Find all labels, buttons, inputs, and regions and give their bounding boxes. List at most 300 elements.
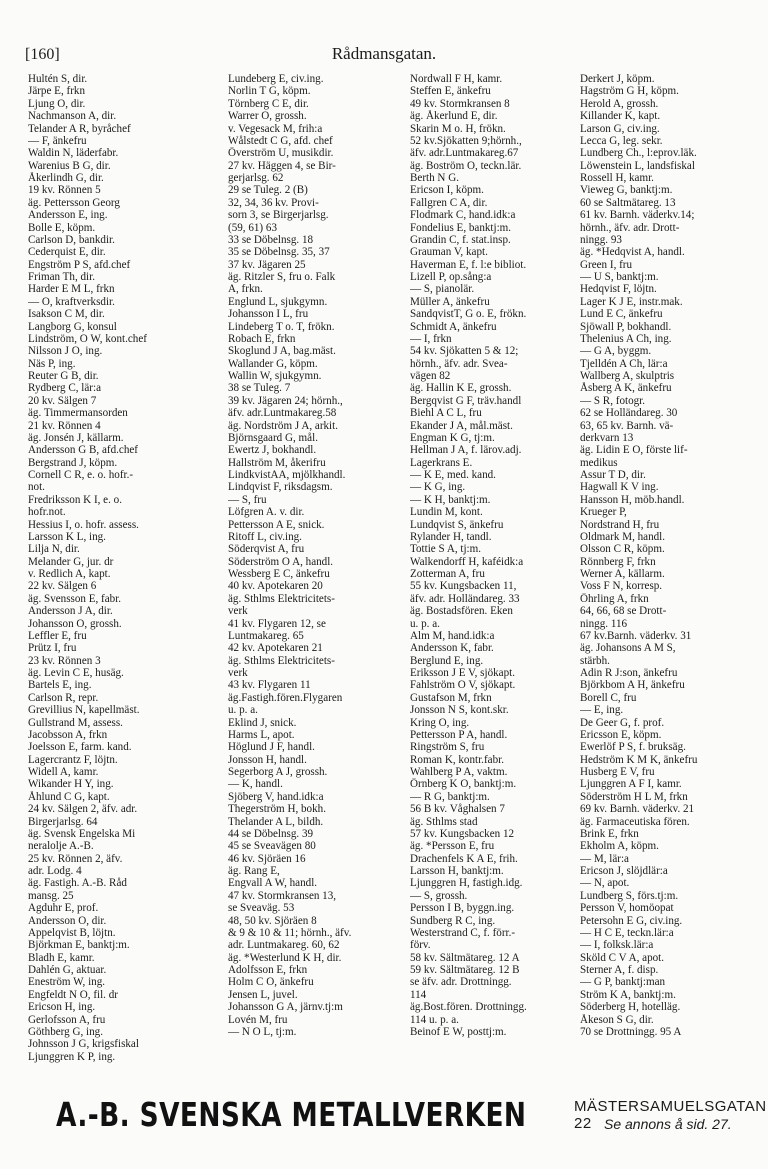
directory-entry: Hultén S, dir. (28, 73, 88, 85)
directory-entry: äg. Bostadsfören. Eken (410, 605, 513, 618)
directory-entry: Beinof E W, posttj:m. (410, 1025, 507, 1038)
directory-entry: Lizell P, op.sång:a (410, 271, 492, 283)
directory-entry: Rossell H, kamr. (580, 172, 654, 184)
directory-entry: Örnberg K O, banktj:m. (410, 778, 517, 791)
directory-entry: Leffler E, fru (28, 629, 87, 642)
directory-entry: mansg. 25 (28, 889, 74, 902)
directory-entry: — K E, med. kand. (410, 469, 496, 481)
directory-entry: Thegerström H, bokh. (228, 803, 326, 816)
directory-entry: Åsberg A K, änkefru (580, 382, 672, 395)
directory-entry: Lager K J E, instr.mak. (580, 295, 683, 308)
directory-entry: 39 kv. Jägaren 24; hörnh., (228, 394, 343, 407)
directory-entry: Bergqvist G F, träv.handl (410, 394, 522, 407)
directory-entry: Lagercrantz F, löjtn. (28, 753, 118, 766)
directory-entry: 61 kv. Barnh. väderkv.14; (580, 209, 695, 222)
directory-entry: stärbh. (580, 654, 610, 667)
directory-entry: Steffen E, änkefru (410, 85, 491, 98)
directory-entry: — G P, banktj:man (580, 976, 666, 989)
directory-entry: Segerborg A J, grossh. (228, 766, 328, 778)
directory-entry: Grevillius N, kapellmäst. (28, 704, 140, 717)
directory-entry: Eneström W, ing. (28, 976, 106, 989)
directory-entry: Joelsson E, farm. kand. (28, 741, 132, 754)
directory-entry: äg.Bost.fören. Drottningg. (410, 1001, 527, 1014)
directory-entry: 45 se Sveavägen 80 (228, 840, 316, 853)
directory-entry: — S, pianolär. (410, 283, 475, 296)
directory-entry: Berglund E, ing. (410, 654, 484, 667)
directory-entry: Norlin T G, köpm. (228, 85, 311, 98)
directory-entry: 62 se Holländareg. 30 (580, 407, 678, 420)
directory-entry: & 9 & 10 & 11; hörnh., äfv. (228, 926, 352, 939)
directory-entry: Andersson O, dir. (28, 914, 107, 927)
directory-entry: Göthberg G, ing. (28, 1025, 103, 1038)
directory-entry: Persson V, homöopat (580, 902, 674, 915)
directory-entry: Pettersson A E, snick. (228, 518, 325, 531)
directory-entry: 49 kv. Stormkransen 8 (410, 97, 510, 110)
directory-entry: — S, fru (228, 493, 267, 506)
directory-entry: Birgerjarlsg. 64 (28, 815, 98, 828)
directory-entry: 67 kv.Barnh. väderkv. 31 (580, 629, 692, 642)
directory-entry: adr. Lodg. 4 (28, 865, 82, 877)
directory-entry: Adolfsson E, frkn (228, 964, 308, 976)
column-1 (28, 73, 222, 1093)
directory-entry: 33 se Döbelnsg. 18 (228, 233, 314, 246)
directory-entry: äg. *Persson E, fru (410, 840, 495, 853)
directory-entry: 114 (410, 988, 427, 1001)
directory-entry: Carlson D, bankdir. (28, 233, 115, 246)
directory-entry: 32, 34, 36 kv. Provi- (228, 196, 319, 209)
directory-entry: Rydberg C, lär:a (28, 382, 101, 395)
directory-entry: Ljunggren A F I, kamr. (580, 778, 682, 791)
directory-entry: Björkbom A H, änkefru (580, 679, 685, 692)
directory-entry: Roman K, kontr.fabr. (410, 753, 504, 766)
directory-entry: Ericson J, slöjdlär:a (580, 865, 668, 877)
directory-entry: äg. Sthlms Elektricitets- (228, 592, 335, 605)
directory-entry: Bergstrand J, köpm. (28, 456, 118, 469)
directory-entry: Rylander H, tandl. (410, 530, 492, 543)
directory-entry: sorn 3, se Birgerjarlsg. (228, 209, 329, 222)
ad-company-name: A.-B. SVENSKA METALLVERKEN (56, 1095, 527, 1134)
directory-entry: Tottie S A, tj:m. (410, 543, 482, 556)
directory-entry: äg. Åkerlund E, dir. (410, 110, 498, 123)
directory-entry: 69 kv. Barnh. väderkv. 21 (580, 803, 695, 816)
directory-entry: äg. Johansons A M S, (580, 642, 676, 655)
directory-entry: verk (228, 667, 248, 679)
directory-entry: (59, 61) 63 (228, 221, 277, 234)
directory-entry: 37 kv. Jägaren 25 (228, 258, 306, 271)
directory-entry: Eriksson J E V, sjökapt. (410, 667, 515, 679)
directory-entry: äfv. adr. Holländareg. 33 (410, 592, 520, 605)
directory-entry: Englund L, sjukgymn. (228, 295, 328, 308)
directory-entry: Lundin M, kont. (410, 506, 483, 519)
advertisement-banner (56, 1095, 767, 1135)
directory-entry: Holm C O, änkefru (228, 976, 314, 989)
directory-entry: Persson I B, byggn.ing. (410, 902, 515, 915)
directory-entry: Larsson H, banktj:m. (410, 865, 504, 877)
directory-entry: Grauman V, kapt. (410, 246, 488, 259)
directory-entry: — R G, banktj:m. (410, 790, 490, 803)
directory-entry: Hedström K M K, änkefru (580, 753, 698, 766)
directory-entry: hörnh., äfv. adr. Svea- (410, 357, 508, 370)
directory-entry: Jacobsson A, frkn (28, 728, 108, 741)
directory-entry: Johansson I L, fru (228, 308, 309, 321)
directory-entry: Wahlberg P A, vaktm. (410, 766, 508, 778)
directory-entry: Berth N G. (410, 172, 459, 184)
directory-entry: Åkeson S G, dir. (580, 1013, 654, 1026)
directory-entry: Lundberg Ch., l:eprov.läk. (580, 147, 697, 160)
directory-entry: se äfv. adr. Drottningg. (410, 976, 512, 989)
directory-entry: Werner A, källarm. (580, 568, 665, 580)
directory-entry: Andersson E, ing. (28, 209, 108, 222)
directory-entry: 52 kv.Sjökatten 9;hörnh., (410, 134, 522, 147)
directory-entry: Luntmakareg. 65 (228, 629, 304, 642)
directory-entry: Engman K G, tj:m. (410, 431, 495, 444)
directory-entry: Schmidt A, änkefru (410, 320, 497, 333)
directory-entry: Rönnberg F, frkn (580, 555, 656, 568)
directory-entry: äg. Hallin K E, grossh. (410, 382, 512, 395)
directory-entry: Hessius I, o. hofr. assess. (28, 518, 139, 531)
directory-entry: — K, handl. (228, 778, 283, 791)
directory-entry: Wallberg A, skulptris (580, 370, 675, 382)
directory-entry: Ekander J A, mål.mäst. (410, 419, 513, 432)
directory-entry: Ericson I, köpm. (410, 184, 484, 197)
directory-entry: äg. Boström O, teckn.lär. (410, 159, 522, 172)
directory-entry: Ringström S, fru (410, 741, 485, 754)
directory-entry: Björkman E, banktj:m. (28, 939, 130, 952)
directory-entry: Warenius B G, dir. (28, 159, 111, 172)
directory-entry: Hansson H, möb.handl. (580, 493, 685, 506)
directory-entry: Cornell C R, e. o. hofr.- (28, 469, 134, 481)
directory-entry: Dahlén G, aktuar. (28, 964, 107, 976)
directory-entry: Waldin N, läderfabr. (28, 147, 119, 160)
directory-entry: adr. Luntmakareg. 60, 62 (228, 939, 340, 952)
directory-entry: 21 kv. Rönnen 4 (28, 419, 101, 432)
directory-entry: Järpe E, frkn (28, 85, 85, 98)
directory-entry: Adin R J:son, änkefru (580, 667, 678, 679)
directory-entry: Näs P, ing. (28, 357, 76, 370)
directory-entry: 41 kv. Flygaren 12, se (228, 617, 326, 630)
directory-entry: Zotterman A, fru (410, 568, 485, 580)
directory-entry: Löfgren A. v. dir. (228, 506, 305, 519)
directory-entry: äg. Lidin E O, förste lif- (580, 444, 688, 457)
directory-entry: 43 kv. Flygaren 11 (228, 679, 311, 692)
directory-entry: Husberg E V, fru (580, 766, 655, 778)
directory-entry: Ljunggren K P, ing. (28, 1050, 116, 1063)
directory-entry: Höglund J F, handl. (228, 741, 315, 754)
directory-entry: — S, grossh. (410, 889, 468, 902)
directory-entry: — I, folksk.lär:a (580, 939, 654, 952)
directory-entry: äg. *Westerlund K H, dir. (228, 951, 342, 964)
directory-entry: 44 se Döbelnsg. 39 (228, 827, 314, 840)
directory-entry: — F, änkefru (28, 134, 87, 147)
directory-entry: äg. Levin C E, husäg. (28, 667, 124, 679)
ad-address: MÄSTERSAMUELSGATAN 22 (574, 1098, 767, 1132)
directory-entry: äg. Pettersson Georg (28, 196, 120, 209)
directory-entry: äg. Svensk Engelska Mi (28, 827, 136, 840)
directory-entry: Bartels E, ing. (28, 679, 92, 692)
directory-entry: — N, apot. (580, 877, 630, 890)
directory-entry: Nordwall F H, kamr. (410, 73, 503, 85)
directory-entry: Nilsson J O, ing. (28, 345, 103, 358)
directory-entry: Olsson C R, köpm. (580, 543, 665, 556)
directory-entry: Gustafson M, frkn (410, 691, 492, 704)
directory-entry: Skarin M o. H, frökn. (410, 122, 506, 135)
directory-entry: Derkert J, köpm. (580, 73, 655, 85)
directory-entry: förv. (410, 939, 431, 952)
directory-entry: 20 kv. Sälgen 7 (28, 394, 97, 407)
directory-entry: Melander G, jur. dr (28, 555, 114, 568)
directory-entry: Warrer O, grossh. (228, 110, 307, 123)
directory-entry: Carlson R, repr. (28, 691, 99, 704)
directory-entry: — O, kraftverksdir. (28, 295, 115, 308)
directory-entry: Nordstrand H, fru (580, 518, 660, 531)
directory-entry: — S R, fotogr. (580, 394, 646, 407)
directory-entry: Vieweg G, banktj:m. (580, 184, 673, 197)
directory-entry: Hallström M, åkerifru (228, 456, 326, 469)
directory-entry: Gerlofsson A, fru (28, 1013, 106, 1026)
directory-entry: äg. *Hedqvist A, handl. (580, 246, 685, 259)
directory-entry: Skoglund J A, bag.mäst. (228, 345, 336, 358)
directory-entry: Wessberg E C, änkefru (228, 568, 330, 580)
directory-entry: Engfeldt N O, fil. dr (28, 988, 118, 1001)
directory-entry: Herold A, grossh. (580, 97, 659, 110)
directory-entry: 24 kv. Sälgen 2, äfv. adr. (28, 803, 138, 816)
directory-entry: Ström K A, banktj:m. (580, 988, 676, 1001)
directory-entry: LindkvistAA, mjölkhandl. (228, 469, 346, 481)
directory-entry: 47 kv. Stormkransen 13, (228, 889, 337, 902)
directory-entry: u. p. a. (410, 617, 440, 630)
directory-entry: äg. Fastigh. A.-B. Råd (28, 877, 127, 890)
directory-entry: Lundberg S, förs.tj:m. (580, 889, 679, 902)
directory-entry: Sterner A, f. disp. (580, 964, 659, 976)
directory-entry: — N O L, tj:m. (228, 1025, 297, 1038)
directory-entry: 25 kv. Rönnen 2, äfv. (28, 852, 123, 865)
directory-entry: Voss F N, korresp. (580, 580, 663, 593)
directory-entry: Löwenstein L, landsfiskal (580, 159, 695, 172)
directory-entry: äg. Nordström J A, arkit. (228, 419, 339, 432)
directory-entry: Sundberg R C, ing. (410, 914, 496, 927)
directory-entry: Ljung O, dir. (28, 97, 86, 110)
directory-entry: De Geer G, f. prof. (580, 716, 665, 729)
directory-entry: Åkerlindh G, dir. (28, 172, 104, 184)
directory-entry: 38 se Tuleg. 7 (228, 382, 291, 395)
directory-entry: 57 kv. Kungsbacken 12 (410, 827, 515, 840)
directory-entry: Lundeberg E, civ.ing. (228, 73, 324, 85)
directory-entry: 22 kv. Sälgen 6 (28, 580, 97, 593)
directory-entry: Överström U, musikdir. (228, 147, 334, 160)
directory-entry: Hellman J A, f. lärov.adj. (410, 444, 522, 457)
directory-entry: 114 u. p. a. (410, 1013, 459, 1026)
directory-entry: Green I, fru (580, 258, 633, 271)
directory-entry: — U S, banktj:m. (580, 271, 659, 283)
directory-entry: Johnsson J G, krigsfiskal (28, 1038, 139, 1051)
column-2 (228, 73, 406, 1093)
directory-entry: Söderström O A, handl. (228, 555, 334, 568)
directory-entry: Andersson K, fabr. (410, 642, 494, 655)
directory-entry: 35 se Döbelnsg. 35, 37 (228, 246, 330, 259)
directory-entry: — K G, ing. (410, 481, 466, 494)
directory-entry: äg. Timmermansorden (28, 407, 128, 420)
directory-entry: derkvarn 13 (580, 431, 634, 444)
directory-entry: Friman Th, dir. (28, 271, 95, 283)
directory-entry: Oldmark M, handl. (580, 530, 666, 543)
directory-entry: Flodmark C, hand.idk:a (410, 209, 516, 222)
directory-entry: Hedqvist F, löjtn. (580, 283, 657, 296)
directory-entry: Jonsson H, handl. (228, 753, 307, 766)
directory-entry: gerjarlsg. 62 (228, 172, 284, 184)
directory-entry: äg. Svensson E, fabr. (28, 592, 122, 605)
directory-entry: 40 kv. Apotekaren 20 (228, 580, 323, 593)
directory-entry: Lindqvist F, riksdagsm. (228, 481, 333, 494)
directory-entry: — M, lär:a (580, 852, 629, 865)
directory-entry: Johansson O, grossh. (28, 617, 122, 630)
directory-entry: äg. Ritzler S, fru o. Falk (228, 271, 336, 283)
directory-entry: Bladh E, kamr. (28, 951, 95, 964)
directory-entry: Eklind J, snick. (228, 716, 297, 729)
directory-entry: Hagwall K V ing. (580, 481, 659, 494)
directory-entry: Johansson G A, järnv.tj:m (228, 1001, 343, 1014)
directory-entry: u. p. a. (228, 704, 258, 717)
directory-entry: SandqvistT, G o. E, frökn. (410, 308, 527, 321)
directory-entry: Söderqvist A, fru (228, 543, 305, 556)
directory-entry: 48, 50 kv. Sjöräen 8 (228, 914, 317, 927)
directory-entry: Wålstedt C G, afd. chef (228, 134, 333, 147)
directory-entry: Müller A, änkefru (410, 295, 490, 308)
directory-entry: Widell A, kamr. (28, 766, 99, 778)
directory-entry: Larsson K L, ing. (28, 530, 106, 543)
directory-entry: Andersson G B, afd.chef (28, 444, 138, 457)
directory-entry: 46 kv. Sjöräen 16 (228, 852, 306, 865)
directory-entry: Ericsson E, köpm. (580, 728, 662, 741)
directory-entry: Killander K, kapt. (580, 110, 661, 123)
directory-entry: Ericson H, ing. (28, 1001, 96, 1014)
directory-entry: 60 se Saltmätareg. 13 (580, 196, 676, 209)
directory-entry: Sköld C V A, apot. (580, 951, 665, 964)
directory-entry: äg.Fastigh.fören.Flygaren (228, 691, 343, 704)
directory-entry: 58 kv. Sältmätareg. 12 A (410, 951, 520, 964)
directory-entry: Thelander A L, bildh. (228, 815, 324, 828)
directory-entry: Harms L, apot. (228, 728, 295, 741)
directory-entry: 42 kv. Apotekaren 21 (228, 642, 323, 655)
directory-entry: äg. Farmaceutiska fören. (580, 815, 690, 828)
directory-entry: Thelenius A Ch, ing. (580, 332, 672, 345)
column-3 (410, 73, 580, 1093)
directory-entry: Reuter G B, dir. (28, 370, 99, 382)
directory-entry: 27 kv. Häggen 4, se Bir- (228, 159, 336, 172)
directory-entry: Prütz I, fru (28, 642, 77, 655)
directory-entry: Lovén M, fru (228, 1013, 288, 1026)
directory-entry: äg. Rang E, (228, 865, 280, 877)
directory-entry: Drachenfels K A E, frih. (410, 852, 518, 865)
directory-entry: Ewerlöf P S, f. bruksäg. (580, 741, 686, 754)
directory-entry: Jensen L, juvel. (228, 988, 298, 1001)
directory-entry: Engvall A W, handl. (228, 877, 318, 890)
directory-entry: Langborg G, konsul (28, 320, 117, 333)
directory-entry: Jonsson N S, kont.skr. (410, 704, 509, 717)
directory-entry: Åhlund C G, kapt. (28, 790, 110, 803)
directory-entry: 64, 66, 68 se Drott- (580, 605, 667, 618)
directory-entry: 59 kv. Sältmätareg. 12 B (410, 964, 520, 976)
ad-page-reference: Se annons å sid. 27. (604, 1116, 732, 1132)
directory-entry: Söderström H L M, frkn (580, 790, 688, 803)
directory-entry: Krueger P, (580, 506, 627, 519)
directory-entry: Petersohn E G, civ.ing. (580, 914, 683, 927)
directory-entry: äg. Sthlms stad (410, 815, 478, 828)
directory-entry: Alm M, hand.idk:a (410, 629, 495, 642)
directory-entry: Wallander G, köpm. (228, 357, 318, 370)
directory-entry: Engström P S, afd.chef (28, 258, 131, 271)
directory-entry: 70 se Drottningg. 95 A (580, 1025, 682, 1038)
directory-entry: Bolle E, köpm. (28, 221, 96, 234)
directory-entry: v. Redlich A, kapt. (28, 568, 111, 580)
directory-entry: Fredriksson K I, e. o. (28, 493, 122, 506)
directory-entry: Nachmanson A, dir. (28, 110, 117, 123)
directory-entry: Lindström, O W, kont.chef (28, 332, 147, 345)
directory-entry: — H C E, teckn.lär:a (580, 926, 674, 939)
directory-entry: Fahlström O V, sjökapt. (410, 679, 516, 692)
directory-entry: Gullstrand M, assess. (28, 716, 123, 729)
directory-entry: Öhrling A, frkn (580, 592, 649, 605)
directory-entry: — G A, byggm. (580, 345, 652, 358)
directory-entry: Wallin W, sjukgymn. (228, 370, 322, 382)
directory-entry: 29 se Tuleg. 2 (B) (228, 184, 308, 197)
directory-entry: Fallgren C A, dir. (410, 196, 488, 209)
directory-entry: Isakson C M, dir. (28, 308, 105, 321)
directory-entry: Appelqvist B, löjtn. (28, 926, 116, 939)
directory-entry: medikus (580, 456, 618, 469)
directory-entry: 56 B kv. Våghalsen 7 (410, 803, 505, 816)
directory-entry: Fondelius E, banktj:m. (410, 221, 512, 234)
directory-entry: A, frkn. (228, 283, 263, 296)
directory-entry: Westerstrand C, f. förr.- (410, 926, 516, 939)
directory-entry: Borell C, fru (580, 691, 637, 704)
directory-entry: äg. Sthlms Elektricitets- (228, 654, 335, 667)
directory-entry: Lund E C, änkefru (580, 308, 663, 321)
directory-entry: Björnsgaard G, mål. (228, 431, 318, 444)
directory-entry: Ljunggren H, fastigh.idg. (410, 877, 523, 890)
directory-entry: 55 kv. Kungsbacken 11, (410, 580, 517, 593)
directory-entry: Pettersson P A, handl. (410, 728, 508, 741)
directory-entry: Agduhr E, prof. (28, 902, 99, 915)
directory-entry: äfv. adr.Luntmakareg.58 (228, 407, 337, 420)
column-4 (580, 73, 764, 1093)
page-number: [160] (25, 46, 60, 63)
directory-entry: Larson G, civ.ing. (580, 122, 660, 135)
directory-entry: Lilja N, dir. (28, 543, 80, 556)
directory-entry: Tjelldén A Ch, lär:a (580, 357, 668, 370)
directory-entry: Ritoff L, civ.ing. (228, 530, 302, 543)
directory-entry: Grandin C, f. stat.insp. (410, 233, 511, 246)
directory-entry: Kring O, ing. (410, 716, 470, 729)
directory-entry: Sjöberg V, hand.idk:a (228, 790, 324, 803)
directory-entry: 23 kv. Rönnen 3 (28, 654, 101, 667)
directory-entry: Harder E M L, frkn (28, 283, 115, 296)
directory-entry: ningg. 116 (580, 617, 628, 630)
directory-entry: ningg. 93 (580, 233, 622, 246)
directory-entry: hörnh., äfv. adr. Drott- (580, 221, 680, 234)
directory-entry: hofr.not. (28, 506, 66, 519)
directory-entry: Sjöwall P, bokhandl. (580, 320, 672, 333)
directory-entry: Hagström G H, köpm. (580, 85, 679, 98)
directory-entry: — E, ing. (580, 704, 624, 717)
directory-entry: Lecca G, leg. sekr. (580, 134, 663, 147)
directory-entry: Telander A R, byråchef (28, 122, 131, 135)
directory-entry: Biehl A C L, fru (410, 407, 482, 420)
directory-entry: Brink E, frkn (580, 827, 639, 840)
street-heading: Rådmansgatan. (331, 44, 437, 63)
directory-entry: — K H, banktj:m. (410, 493, 491, 506)
directory-entry: Robach E, frkn (228, 332, 296, 345)
directory-entry: Andersson J A, dir. (28, 605, 113, 618)
